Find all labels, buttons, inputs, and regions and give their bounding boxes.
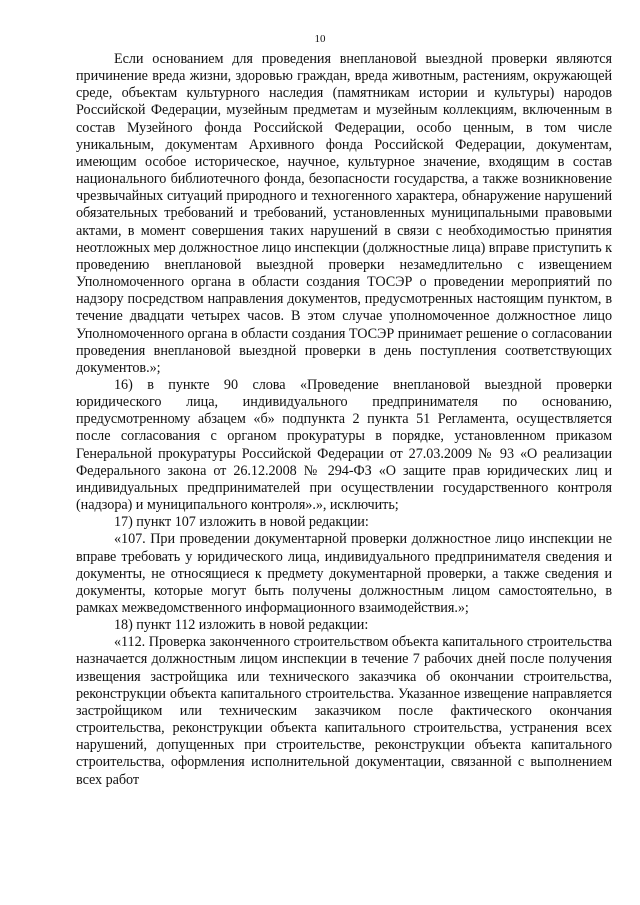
paragraph-item-18: 18) пункт 112 изложить в новой редакции: xyxy=(114,617,369,634)
paragraph-item-17: 17) пункт 107 изложить в новой редакции: xyxy=(114,514,369,531)
paragraph-clause-107: «107. При проведении документарной проверки должностное лицо инспекции не вправе требовать у юридического лица, индивидуального предпринимателя сведения и документы, не относящиеся к предмету документарной проверки, а также сведения и документы, которые могут быть получены должностным лицом самостоятельно, в рамках межведомственного информационного взаимодействия.»; xyxy=(76,531,612,616)
page-number: 10 xyxy=(314,33,326,45)
document-body xyxy=(76,51,612,789)
paragraph-item-16: 16) в пункте 90 слова «Проведение внеплановой выездной проверки юридического лица, индивидуального предпринимателя по основанию, предусмотренному абзацем «б» подпункта 2 пункта 51 Регламента, осуществляется после согласования с органом прокуратуры в порядке, установленном приказом Генеральной прокуратуры Российской Федерации от 27.03.2009 № 93 «О реализации Федерального закона от 26.12.2008 № 294-ФЗ «О защите прав юридических лиц и индивидуальных предпринимателей при осуществлении государственного контроля (надзора) и муниципального контроля».», исключить; xyxy=(76,376,612,514)
paragraph-emergency-inspection: Если основанием для проведения внеплановой выездной проверки являются причинение вреда жизни, здоровью граждан, вреда животным, растениям, окружающей среде, объектам культурного наследия (памятникам истории и культуры) народов Российской Федерации, музейным предметам и музейным коллекциям, включенным в состав Музейного фонда Российской Федерации, особо ценным, в том числе уникальным, документам Архивного фонда Российской Федерации, документам, имеющим особое историческое, научное, культурное значение, входящим в состав национального библиотечного фонда, безопасности государства, а также возникновение чрезвычайных ситуаций природного и техногенного характера, обнаружение нарушений обязательных требований и требований, установленных муниципальными правовыми актами, в момент совершения таких нарушений в связи с необходимостью принятия неотложных мер должностное лицо инспекции (должностные лица) вправе приступить к проведению внеплановой выездной проверки незамедлительно с извещением Уполномоченного органа в области создания ТОСЭР о проведении мероприятий по надзору посредством направления документов, предусмотренных настоящим пунктом, в течение двадцати четырех часов. В этом случае уполномоченное должностное лицо Уполномоченного органа в области создания ТОСЭР принимает решение о согласовании проведения внеплановой выездной проверки в день поступления соответствующих документов.»; xyxy=(76,51,612,376)
paragraph-clause-112: «112. Проверка законченного строительством объекта капитального строительства назначается должностным лицом инспекции в течение 7 рабочих дней после получения извещения застройщика или технического заказчика об окончании строительства, реконструкции объекта капитального строительства. Указанное извещение направляется застройщиком или техническим заказчиком после фактического окончания строительства, реконструкции объекта капитального строительства, устранения всех нарушений, допущенных при строительстве, реконструкции объекта капитального строительства, оформления исполнительной документации, связанной с выполнением всех работ xyxy=(76,634,612,788)
